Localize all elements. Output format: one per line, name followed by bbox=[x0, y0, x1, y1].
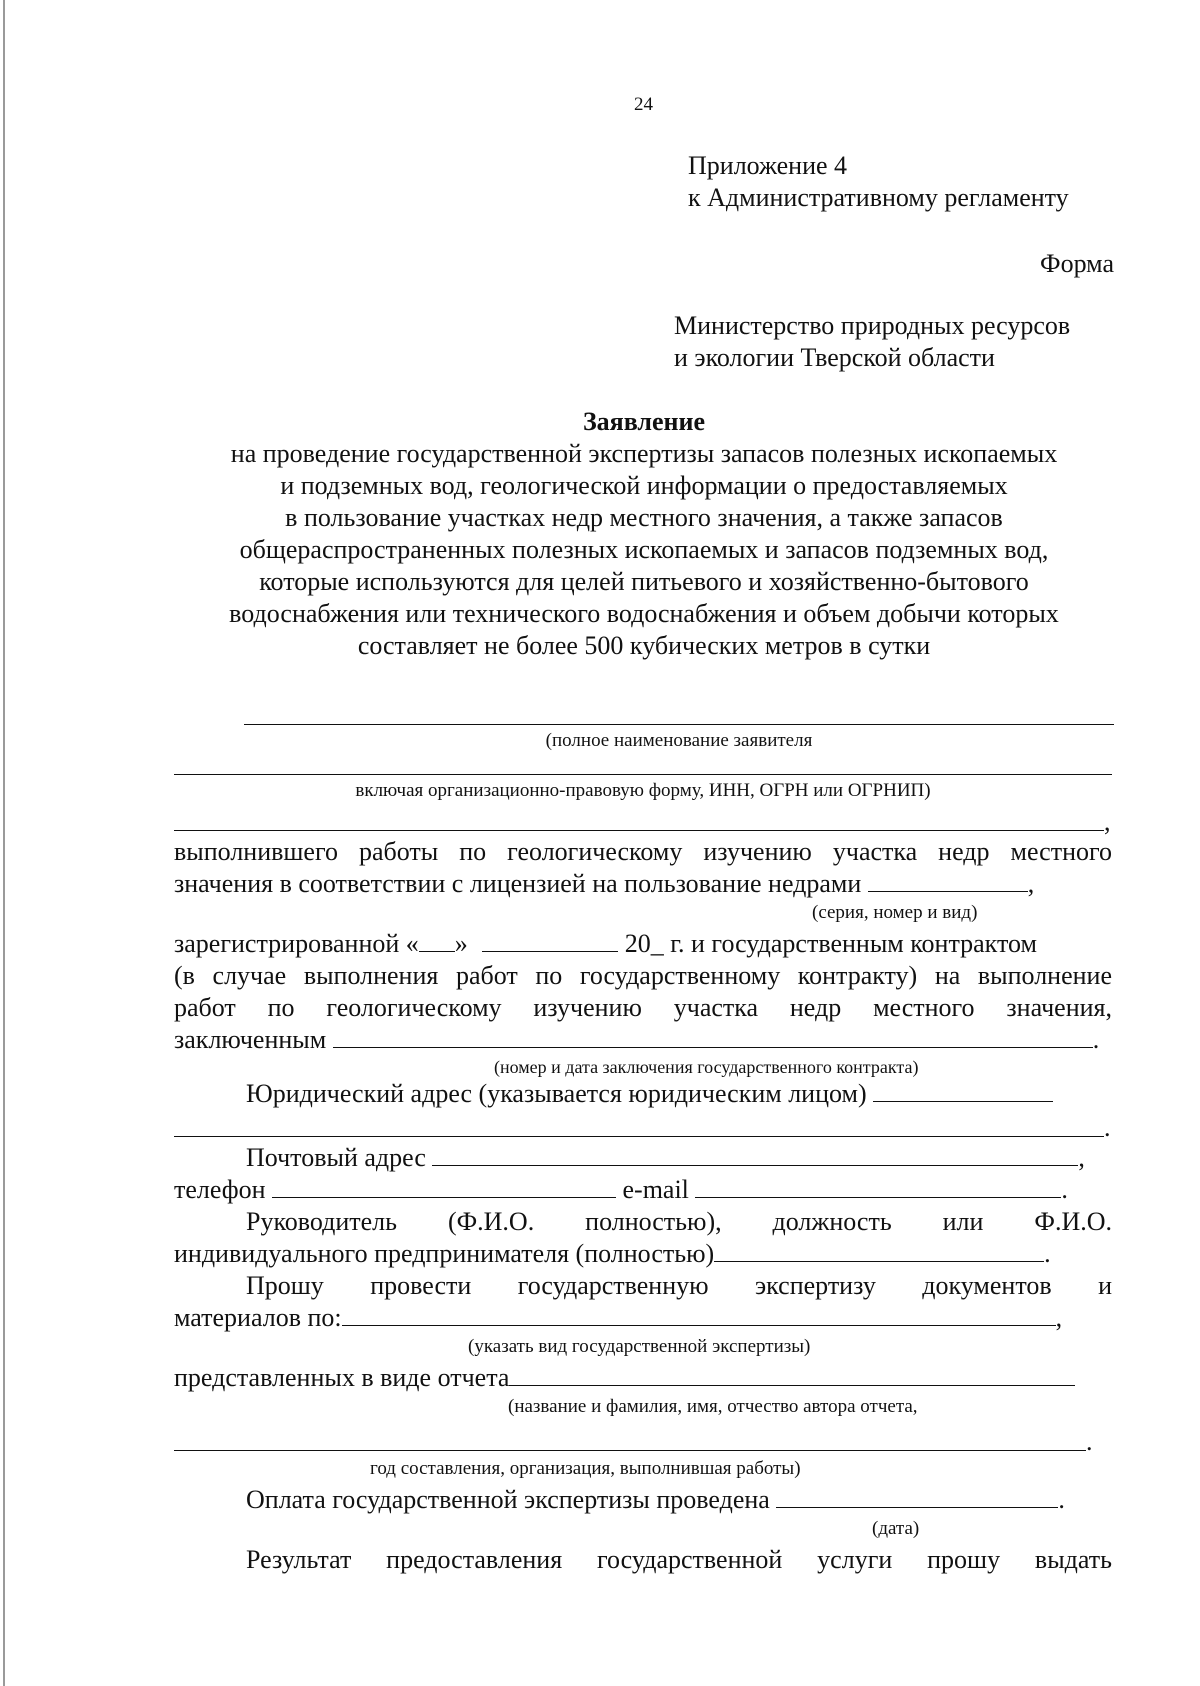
request-comma: , bbox=[1055, 1303, 1063, 1332]
body-line-report bbox=[174, 1362, 1075, 1394]
body-line-payment bbox=[246, 1484, 1065, 1516]
registered-quote: » bbox=[454, 929, 468, 958]
title-line: на проведение государственной экспертизы запасов полезных ископаемых bbox=[230, 439, 1058, 468]
title-line: в пользование участках недр местного значения, а также запасов bbox=[285, 503, 1003, 532]
head-text: индивидуального предпринимателя (полностью) bbox=[174, 1239, 715, 1268]
payment-text: Оплата государственной экспертизы проведена bbox=[246, 1485, 770, 1514]
head-blank bbox=[714, 1238, 1044, 1262]
legal-address-line bbox=[174, 1136, 1104, 1137]
appendix-line-2: к Административному регламенту bbox=[688, 183, 1069, 212]
contract-caption: (номер и дата заключения государственного контракта) bbox=[494, 1057, 919, 1077]
recipient-line-2: и экологии Тверской области bbox=[674, 343, 995, 372]
registered-text: зарегистрированной « bbox=[174, 929, 419, 958]
legal-address-blank bbox=[873, 1078, 1053, 1102]
phone-blank bbox=[272, 1174, 616, 1198]
form-label: Форма bbox=[1040, 249, 1114, 278]
applicant-caption-2: включая организационно-правовую форму, ИНН, ОГРН или ОГРНИП) bbox=[355, 780, 931, 801]
report-extra-line bbox=[174, 1450, 1086, 1451]
payment-blank bbox=[776, 1484, 1058, 1508]
email-blank bbox=[695, 1174, 1061, 1198]
body-line-contract-case: (в случае выполнения работ по государственному контракту) на выполнение bbox=[174, 961, 1112, 990]
postal-comma: , bbox=[1078, 1143, 1085, 1172]
applicant-caption-1: (полное наименование заявителя bbox=[545, 730, 813, 751]
title-line: водоснабжения или технического водоснабжения и объем добычи которых bbox=[229, 599, 1059, 628]
title-line: составляет не более 500 кубических метров в сутки bbox=[357, 631, 931, 660]
body-line-result: Результат предоставления государственной услуги прошу выдать bbox=[246, 1545, 1112, 1574]
body-line-phone bbox=[174, 1174, 1068, 1206]
body-line-contract-works: работ по геологическому изучению участка недр местного значения, bbox=[174, 993, 1112, 1022]
payment-date-caption: (дата) bbox=[872, 1518, 920, 1539]
applicant-extra-line bbox=[174, 830, 1104, 831]
report-blank bbox=[509, 1362, 1075, 1386]
license-text: значения в соответствии с лицензией на пользование недрами bbox=[174, 869, 862, 898]
applicant-form-line bbox=[174, 774, 1112, 775]
body-line-work: выполнившего работы по геологическому изучению участка недр местного bbox=[174, 837, 1112, 866]
concluded-period: . bbox=[1092, 1025, 1100, 1054]
body-line-postal bbox=[246, 1142, 1085, 1174]
expertise-caption: (указать вид государственной экспертизы) bbox=[468, 1336, 811, 1357]
title-line: которые используются для целей питьевого и хозяйственно-бытового bbox=[259, 567, 1029, 596]
applicant-name-line bbox=[244, 724, 1114, 725]
payment-period: . bbox=[1058, 1485, 1065, 1514]
scan-edge-line bbox=[3, 0, 5, 1686]
expertise-blank bbox=[342, 1302, 1056, 1326]
email-text: e-mail bbox=[622, 1175, 689, 1204]
postal-text: Почтовый адрес bbox=[246, 1143, 426, 1172]
registered-year-text: 20_ г. и государственным контрактом bbox=[624, 929, 1037, 958]
applicant-comma: , bbox=[1104, 807, 1111, 836]
page-number: 24 bbox=[634, 94, 653, 115]
body-line-head-2 bbox=[174, 1238, 1051, 1270]
title-line: и подземных вод, геологической информации о предоставляемых bbox=[280, 471, 1008, 500]
body-line-request-2 bbox=[174, 1302, 1062, 1334]
report-period: . bbox=[1086, 1427, 1093, 1456]
appendix-line-1: Приложение 4 bbox=[688, 151, 848, 180]
request-text: материалов по: bbox=[174, 1303, 342, 1332]
body-line-head-1: Руководитель (Ф.И.О. полностью), должность или Ф.И.О. bbox=[246, 1207, 1112, 1236]
phone-text: телефон bbox=[174, 1175, 266, 1204]
document-title: Заявление bbox=[582, 407, 706, 436]
title-line: общераспространенных полезных ископаемых и запасов подземных вод, bbox=[239, 535, 1049, 564]
postal-blank bbox=[432, 1142, 1078, 1166]
body-line-request-1: Прошу провести государственную экспертизу документов и bbox=[246, 1271, 1112, 1300]
head-period: . bbox=[1044, 1239, 1051, 1268]
phone-period: . bbox=[1061, 1175, 1068, 1204]
registered-month-blank bbox=[482, 928, 618, 952]
report-caption-2: год составления, организация, выполнившая работы) bbox=[370, 1458, 801, 1479]
body-line-concluded bbox=[174, 1024, 1099, 1056]
contract-blank bbox=[333, 1024, 1093, 1048]
license-caption: (серия, номер и вид) bbox=[812, 902, 978, 923]
legal-address-text: Юридический адрес (указывается юридическим лицом) bbox=[246, 1079, 867, 1108]
recipient-line-1: Министерство природных ресурсов bbox=[674, 311, 1071, 340]
license-blank bbox=[868, 868, 1028, 892]
report-caption-1: (название и фамилия, имя, отчество автора отчета, bbox=[508, 1396, 918, 1417]
body-line-license bbox=[174, 868, 1034, 900]
license-comma: , bbox=[1027, 869, 1035, 898]
report-text: представленных в виде отчета bbox=[174, 1363, 510, 1392]
legal-address-period: . bbox=[1104, 1113, 1111, 1142]
registered-day-blank bbox=[419, 928, 455, 952]
concluded-text: заключенным bbox=[174, 1025, 327, 1054]
body-line-legal-address bbox=[246, 1078, 1053, 1110]
body-line-registered bbox=[174, 928, 1037, 960]
title-description bbox=[160, 438, 1128, 662]
